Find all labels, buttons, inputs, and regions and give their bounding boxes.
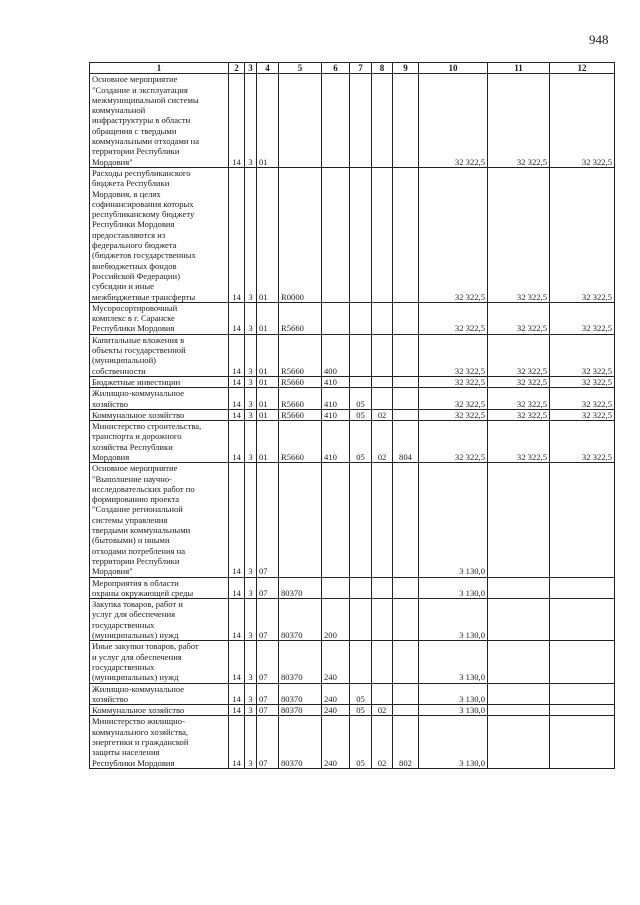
- cell-col-5: R0000: [279, 167, 322, 302]
- cell-col-11: 32 322,5: [488, 334, 550, 376]
- table-row: [90, 716, 615, 768]
- cell-col-5: [279, 74, 322, 168]
- cell-col-4: 07: [257, 705, 279, 716]
- description-line: межмуниципальной системы: [92, 94, 199, 105]
- cell-col-3: 3: [245, 716, 257, 768]
- description-line: твердыми коммунальными: [92, 525, 191, 536]
- cell-col-8: [372, 334, 393, 376]
- cell-col-10: 32 322,5: [419, 421, 488, 463]
- description-line: Коммунальное хозяйство: [92, 705, 185, 716]
- table-row: [90, 302, 615, 334]
- row-description: [90, 388, 229, 410]
- cell-col-12: [550, 463, 615, 577]
- col-header: 5: [279, 63, 322, 74]
- col-header: 6: [322, 63, 350, 74]
- description-line: (бюджетов государственных: [92, 250, 196, 261]
- description-line: территории Республики: [92, 555, 180, 566]
- col-header: 12: [550, 63, 615, 74]
- cell-col-3: 3: [245, 167, 257, 302]
- cell-col-9: [393, 74, 419, 168]
- table-row: [90, 463, 615, 577]
- description-line: объекты государственной: [92, 345, 186, 356]
- description-line: Мордовия": [92, 156, 133, 167]
- description-line: Республики Мордовия: [92, 757, 175, 768]
- cell-col-11: [488, 463, 550, 577]
- cell-col-5: 80370: [279, 716, 322, 768]
- cell-col-4: 07: [257, 463, 279, 577]
- cell-col-4: 01: [257, 409, 279, 420]
- cell-col-3: 3: [245, 388, 257, 410]
- description-line: услуг для обеспечения: [92, 609, 176, 620]
- cell-col-5: 80370: [279, 641, 322, 683]
- table-row: [90, 376, 615, 387]
- description-line: Мероприятия в области: [92, 577, 179, 588]
- cell-col-8: 02: [372, 421, 393, 463]
- description-line: территории Республики: [92, 146, 180, 157]
- table-row: [90, 409, 615, 420]
- cell-col-4: 01: [257, 388, 279, 410]
- cell-col-10: 3 130,0: [419, 641, 488, 683]
- cell-col-4: 07: [257, 577, 279, 599]
- cell-col-8: 02: [372, 409, 393, 420]
- description-line: Иные закупки товаров, работ: [92, 641, 199, 652]
- description-line: "Создание и эксплуатация: [92, 84, 188, 95]
- description-line: (бытовыми) и иными: [92, 535, 170, 546]
- description-line: (муниципальной): [92, 355, 157, 366]
- description-line: энергетики и гражданской: [92, 737, 189, 747]
- description-line: Закупка товаров, работ и: [92, 599, 183, 610]
- cell-col-2: 14: [229, 683, 245, 705]
- cell-col-9: [393, 577, 419, 599]
- cell-col-12: 32 322,5: [550, 376, 615, 387]
- cell-col-7: [350, 577, 372, 599]
- description-line: Расходы республиканского: [92, 167, 191, 178]
- cell-col-2: 14: [229, 641, 245, 683]
- description-line: Капитальные вложения в: [92, 334, 185, 345]
- cell-col-2: 14: [229, 705, 245, 716]
- cell-col-8: [372, 683, 393, 705]
- cell-col-8: [372, 577, 393, 599]
- cell-col-12: 32 322,5: [550, 409, 615, 420]
- cell-col-6: 240: [322, 716, 350, 768]
- cell-col-12: [550, 683, 615, 705]
- cell-col-3: 3: [245, 599, 257, 641]
- cell-col-5: R5660: [279, 409, 322, 420]
- description-line: Основное мероприятие: [92, 463, 178, 474]
- cell-col-12: 32 322,5: [550, 74, 615, 168]
- cell-col-2: 14: [229, 74, 245, 168]
- cell-col-2: 14: [229, 302, 245, 334]
- cell-col-9: [393, 705, 419, 716]
- cell-col-2: 14: [229, 334, 245, 376]
- cell-col-8: [372, 388, 393, 410]
- cell-col-5: 80370: [279, 577, 322, 599]
- description-line: (муниципальных) нужд: [92, 672, 179, 683]
- cell-col-3: 3: [245, 409, 257, 420]
- cell-col-10: 32 322,5: [419, 334, 488, 376]
- table-row: [90, 388, 615, 410]
- row-description: [90, 705, 229, 716]
- cell-col-6: 410: [322, 376, 350, 387]
- cell-col-10: 3 130,0: [419, 705, 488, 716]
- cell-col-12: [550, 716, 615, 768]
- cell-col-8: 02: [372, 716, 393, 768]
- cell-col-2: 14: [229, 716, 245, 768]
- cell-col-10: 3 130,0: [419, 683, 488, 705]
- description-line: Мордовия": [92, 566, 133, 577]
- cell-col-5: 80370: [279, 683, 322, 705]
- cell-col-4: 07: [257, 599, 279, 641]
- cell-col-7: [350, 302, 372, 334]
- description-line: межбюджетные трансферты: [92, 291, 196, 302]
- cell-col-11: [488, 683, 550, 705]
- description-line: Бюджетные инвестиции: [92, 376, 181, 387]
- description-line: собственности: [92, 365, 146, 376]
- cell-col-9: [393, 334, 419, 376]
- table-row: [90, 421, 615, 463]
- cell-col-5: 80370: [279, 705, 322, 716]
- col-header: 4: [257, 63, 279, 74]
- cell-col-9: [393, 167, 419, 302]
- cell-col-4: 01: [257, 167, 279, 302]
- cell-col-9: [393, 302, 419, 334]
- row-description: [90, 716, 229, 768]
- col-header: 10: [419, 63, 488, 74]
- cell-col-8: [372, 641, 393, 683]
- cell-col-6: 240: [322, 705, 350, 716]
- cell-col-7: 05: [350, 409, 372, 420]
- col-header: 1: [90, 63, 229, 74]
- cell-col-12: 32 322,5: [550, 302, 615, 334]
- cell-col-2: 14: [229, 577, 245, 599]
- cell-col-3: 3: [245, 705, 257, 716]
- description-line: Республики Мордовия: [92, 219, 175, 230]
- description-line: транспорта и дорожного: [92, 431, 182, 442]
- cell-col-10: 32 322,5: [419, 409, 488, 420]
- col-header: 7: [350, 63, 372, 74]
- cell-col-11: [488, 641, 550, 683]
- cell-col-4: 07: [257, 683, 279, 705]
- cell-col-2: 14: [229, 388, 245, 410]
- cell-col-9: [393, 463, 419, 577]
- description-line: хозяйства Республики: [92, 441, 173, 452]
- cell-col-7: [350, 463, 372, 577]
- cell-col-11: [488, 577, 550, 599]
- description-line: государственных: [92, 619, 155, 630]
- row-description: [90, 421, 229, 463]
- cell-col-3: 3: [245, 334, 257, 376]
- cell-col-12: [550, 641, 615, 683]
- description-line: коммунального хозяйства,: [92, 726, 189, 737]
- cell-col-4: 01: [257, 421, 279, 463]
- cell-col-12: 32 322,5: [550, 421, 615, 463]
- cell-col-10: 32 322,5: [419, 376, 488, 387]
- description-line: хозяйство: [92, 693, 129, 704]
- cell-col-9: [393, 376, 419, 387]
- cell-col-10: 32 322,5: [419, 167, 488, 302]
- cell-col-12: [550, 577, 615, 599]
- cell-col-11: [488, 705, 550, 716]
- description-line: коммунальной: [92, 105, 146, 116]
- row-description: [90, 599, 229, 641]
- description-line: республиканскому бюджету: [92, 209, 195, 220]
- description-line: формированию проекта: [92, 494, 180, 505]
- cell-col-7: 05: [350, 716, 372, 768]
- description-line: Мордовия, в целях: [92, 188, 161, 199]
- description-line: Основное мероприятие: [92, 74, 178, 85]
- cell-col-11: 32 322,5: [488, 376, 550, 387]
- header-row: [90, 63, 615, 74]
- cell-col-9: [393, 599, 419, 641]
- cell-col-2: 14: [229, 376, 245, 387]
- cell-col-8: 02: [372, 705, 393, 716]
- row-description: [90, 683, 229, 705]
- cell-col-2: 14: [229, 421, 245, 463]
- cell-col-3: 3: [245, 577, 257, 599]
- cell-col-3: 3: [245, 421, 257, 463]
- row-description: [90, 577, 229, 599]
- description-line: внебюджетных фондов: [92, 260, 177, 271]
- table-row: [90, 641, 615, 683]
- description-line: охраны окружающей среды: [92, 587, 194, 598]
- cell-col-6: 400: [322, 334, 350, 376]
- cell-col-11: 32 322,5: [488, 421, 550, 463]
- description-line: системы управления: [92, 514, 168, 525]
- cell-col-9: [393, 409, 419, 420]
- cell-col-7: 05: [350, 388, 372, 410]
- cell-col-2: 14: [229, 599, 245, 641]
- cell-col-9: 804: [393, 421, 419, 463]
- cell-col-6: 200: [322, 599, 350, 641]
- description-line: софинансирования которых: [92, 198, 194, 209]
- cell-col-3: 3: [245, 463, 257, 577]
- description-line: хозяйство: [92, 398, 129, 409]
- description-line: предоставляются из: [92, 229, 166, 240]
- page-number: 948: [589, 32, 609, 47]
- cell-col-4: 01: [257, 376, 279, 387]
- cell-col-6: [322, 74, 350, 168]
- cell-col-2: 14: [229, 167, 245, 302]
- cell-col-6: [322, 167, 350, 302]
- cell-col-9: [393, 683, 419, 705]
- cell-col-10: 3 130,0: [419, 577, 488, 599]
- cell-col-7: 05: [350, 683, 372, 705]
- description-line: Коммунальное хозяйство: [92, 409, 185, 420]
- cell-col-9: 802: [393, 716, 419, 768]
- cell-col-5: R5660: [279, 334, 322, 376]
- budget-table: [89, 62, 615, 769]
- cell-col-5: R5660: [279, 421, 322, 463]
- cell-col-11: 32 322,5: [488, 409, 550, 420]
- col-header: 9: [393, 63, 419, 74]
- row-description: [90, 376, 229, 387]
- description-line: отходами потребления на: [92, 545, 186, 556]
- table-row: [90, 599, 615, 641]
- cell-col-7: [350, 334, 372, 376]
- cell-col-7: [350, 167, 372, 302]
- row-description: [90, 302, 229, 334]
- table-row: [90, 705, 615, 716]
- cell-col-9: [393, 641, 419, 683]
- description-line: Министерство жилищно-: [92, 716, 185, 727]
- cell-col-2: 14: [229, 463, 245, 577]
- cell-col-10: 32 322,5: [419, 388, 488, 410]
- cell-col-8: [372, 74, 393, 168]
- cell-col-3: 3: [245, 74, 257, 168]
- table-row: [90, 577, 615, 599]
- cell-col-7: 05: [350, 705, 372, 716]
- description-line: комплекс в г. Саранске: [92, 313, 175, 324]
- cell-col-11: 32 322,5: [488, 388, 550, 410]
- description-line: инфраструктуры в области: [92, 115, 191, 126]
- cell-col-7: [350, 74, 372, 168]
- row-description: [90, 463, 229, 577]
- row-description: [90, 641, 229, 683]
- description-line: государственных: [92, 661, 155, 672]
- description-line: исследовательских работ по: [92, 483, 195, 494]
- cell-col-12: 32 322,5: [550, 167, 615, 302]
- cell-col-11: [488, 599, 550, 641]
- description-line: Жилищно-коммунальное: [92, 683, 185, 694]
- cell-col-12: 32 322,5: [550, 388, 615, 410]
- col-header: 2: [229, 63, 245, 74]
- description-line: обращения с твердыми: [92, 125, 177, 136]
- description-line: Мордовия: [92, 451, 130, 462]
- cell-col-2: 14: [229, 409, 245, 420]
- cell-col-6: 410: [322, 421, 350, 463]
- cell-col-8: [372, 167, 393, 302]
- col-header: 8: [372, 63, 393, 74]
- description-line: и услуг для обеспечения: [92, 651, 182, 662]
- description-line: "Выполнение научно-: [92, 473, 173, 484]
- cell-col-6: 240: [322, 683, 350, 705]
- description-line: субсидии и иные: [92, 281, 154, 292]
- description-line: федерального бюджета: [92, 240, 177, 251]
- cell-col-5: [279, 463, 322, 577]
- col-header: 11: [488, 63, 550, 74]
- cell-col-5: R5660: [279, 388, 322, 410]
- description-line: Министерство строительства,: [92, 421, 202, 432]
- cell-col-5: R5660: [279, 302, 322, 334]
- cell-col-3: 3: [245, 302, 257, 334]
- table-row: [90, 683, 615, 705]
- cell-col-4: 07: [257, 641, 279, 683]
- cell-col-3: 3: [245, 683, 257, 705]
- cell-col-3: 3: [245, 641, 257, 683]
- cell-col-6: 410: [322, 388, 350, 410]
- description-line: Республики Мордовия: [92, 323, 175, 334]
- table-row: [90, 74, 615, 168]
- description-line: Жилищно-коммунальное: [92, 388, 185, 399]
- row-description: [90, 334, 229, 376]
- cell-col-12: [550, 705, 615, 716]
- cell-col-8: [372, 599, 393, 641]
- table-row: [90, 167, 615, 302]
- cell-col-6: 240: [322, 641, 350, 683]
- cell-col-7: 05: [350, 421, 372, 463]
- cell-col-11: 32 322,5: [488, 74, 550, 168]
- cell-col-12: [550, 599, 615, 641]
- cell-col-4: 01: [257, 302, 279, 334]
- cell-col-10: 3 130,0: [419, 599, 488, 641]
- row-description: [90, 409, 229, 420]
- cell-col-10: 32 322,5: [419, 302, 488, 334]
- cell-col-8: [372, 302, 393, 334]
- cell-col-11: 32 322,5: [488, 302, 550, 334]
- cell-col-10: 3 130,0: [419, 463, 488, 577]
- cell-col-4: 07: [257, 716, 279, 768]
- row-description: [90, 167, 229, 302]
- cell-col-3: 3: [245, 376, 257, 387]
- row-description: [90, 74, 229, 168]
- cell-col-6: [322, 577, 350, 599]
- description-line: Мусоросортировочный: [92, 302, 178, 313]
- cell-col-10: 32 322,5: [419, 74, 488, 168]
- cell-col-6: 410: [322, 409, 350, 420]
- cell-col-7: [350, 599, 372, 641]
- cell-col-12: 32 322,5: [550, 334, 615, 376]
- cell-col-7: [350, 376, 372, 387]
- cell-col-7: [350, 641, 372, 683]
- description-line: "Создание региональной: [92, 504, 183, 515]
- cell-col-10: 3 130,0: [419, 716, 488, 768]
- cell-col-4: 01: [257, 334, 279, 376]
- cell-col-9: [393, 388, 419, 410]
- col-header: 3: [245, 63, 257, 74]
- cell-col-6: [322, 463, 350, 577]
- cell-col-5: R5660: [279, 376, 322, 387]
- description-line: бюджета Республики: [92, 178, 170, 189]
- description-line: Российской Федерации): [92, 270, 180, 281]
- cell-col-11: 32 322,5: [488, 167, 550, 302]
- cell-col-8: [372, 376, 393, 387]
- description-line: (муниципальных) нужд: [92, 630, 179, 641]
- cell-col-11: [488, 716, 550, 768]
- cell-col-5: 80370: [279, 599, 322, 641]
- cell-col-6: [322, 302, 350, 334]
- cell-col-4: 01: [257, 74, 279, 168]
- table-row: [90, 334, 615, 376]
- cell-col-8: [372, 463, 393, 577]
- description-line: коммунальными отходами на: [92, 136, 200, 147]
- description-line: защиты населения: [92, 747, 160, 758]
